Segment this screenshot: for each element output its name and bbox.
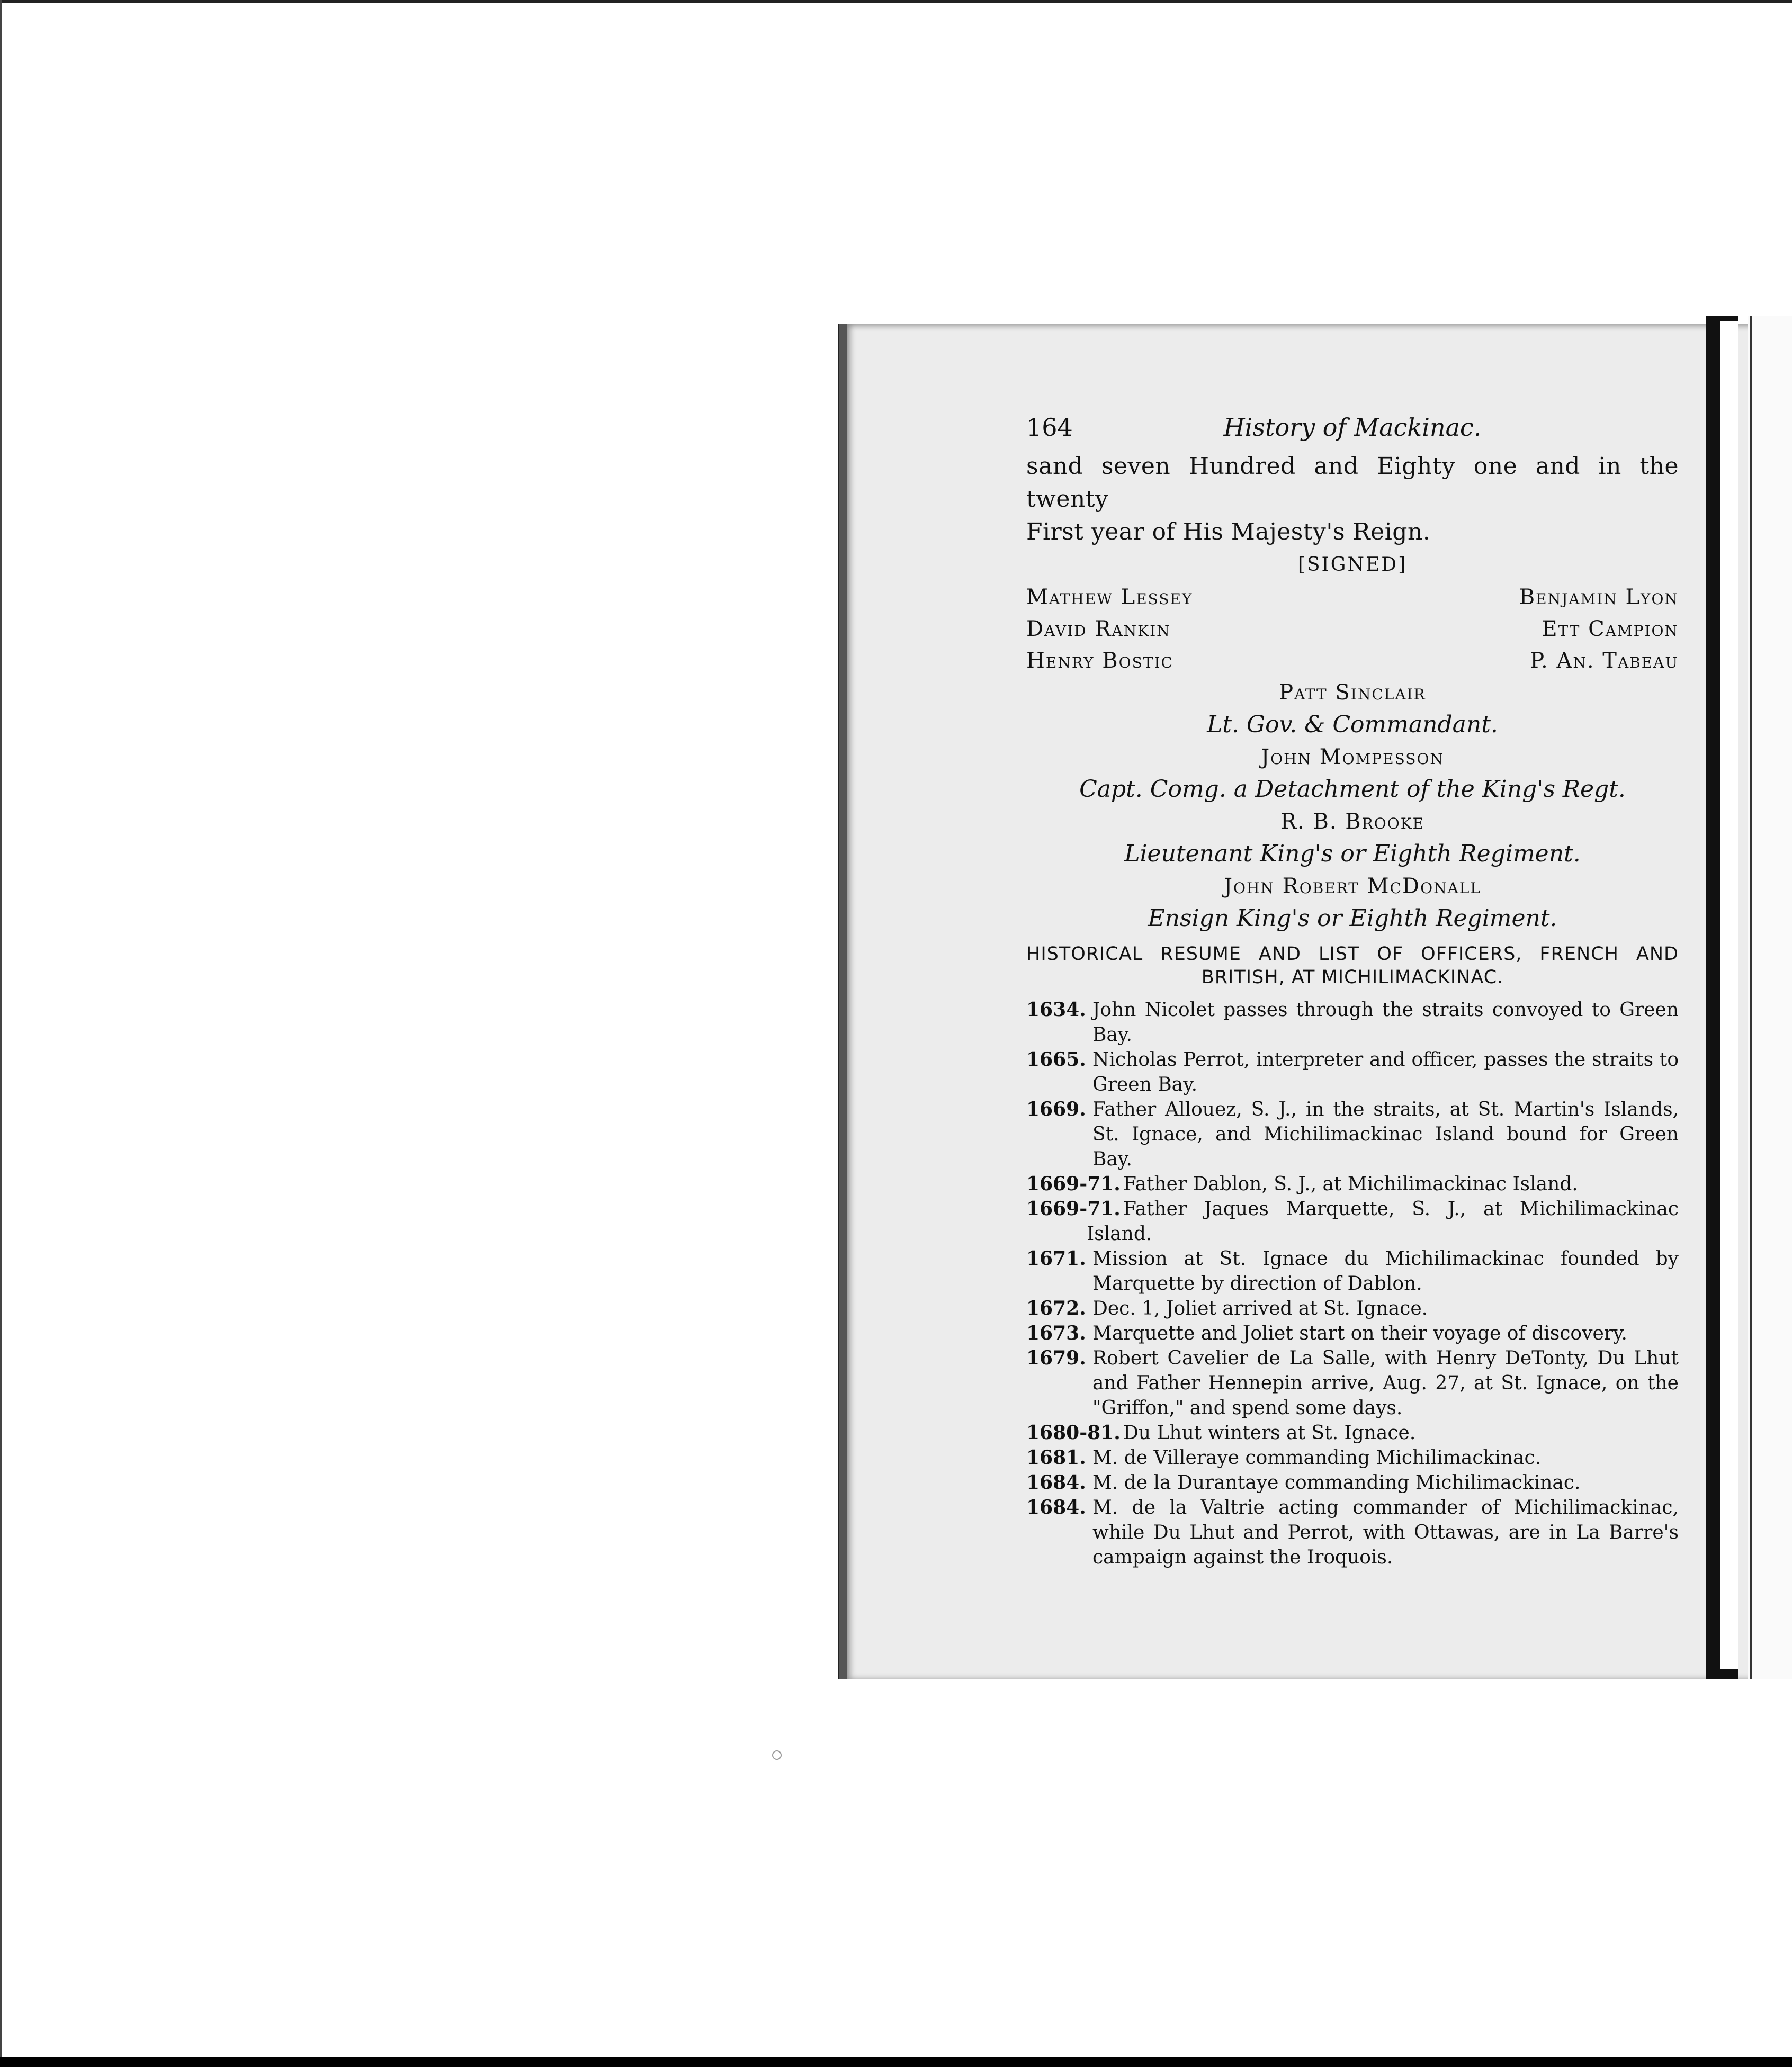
entry-text: Mission at St. Ignace du Michilimackinac founded by Marquette by direction of Dablon. — [1092, 1248, 1679, 1295]
entry-year: 1672. — [1026, 1297, 1086, 1319]
signed-label: [SIGNED] — [1297, 554, 1408, 576]
signatory-right: P. An. Tabeau — [1530, 649, 1679, 673]
list-item — [1026, 1445, 1679, 1470]
facing-page-rule — [1750, 316, 1752, 1679]
body-text-line: First year of His Majesty's Reign. — [1026, 518, 1431, 545]
body-text-line: sand seven Hundred and Eighty one and in the twenty — [1026, 453, 1679, 513]
scan-border-bottom — [0, 2057, 1792, 2067]
entry-year: 1669-71. — [1026, 1173, 1121, 1195]
list-item — [1026, 1296, 1679, 1321]
scan-border-top — [0, 0, 1792, 3]
entry-year: 1673. — [1026, 1322, 1086, 1344]
entry-year: 1684. — [1026, 1471, 1086, 1494]
list-item — [1026, 1246, 1679, 1296]
officer-name: John Mompesson — [1261, 745, 1444, 769]
officer-name: R. B. Brooke — [1280, 810, 1425, 834]
entry-text: M. de la Valtrie acting commander of Michilimackinac, while Du Lhut and Perrot, with Ottawas, are in La Barre's campaign against the Iroquois. — [1092, 1497, 1679, 1568]
entry-text: Marquette and Joliet start on their voyage of discovery. — [1092, 1323, 1627, 1344]
facing-page-edge — [1748, 316, 1792, 1679]
entry-year: 1681. — [1026, 1446, 1086, 1469]
entry-text: Nicholas Perrot, interpreter and officer, passes the straits to Green Bay. — [1092, 1049, 1679, 1095]
officer-title: Ensign King's or Eighth Regiment. — [1148, 905, 1557, 932]
resume-heading-line: HISTORICAL RESUME AND LIST OF OFFICERS, FRENCH AND — [1026, 943, 1679, 965]
entry-text: Father Jaques Marquette, S. J., at Michilimackinac — [1123, 1198, 1679, 1220]
signatory-right: Ett Campion — [1542, 617, 1679, 641]
book-spine-binding — [1706, 316, 1738, 1679]
entry-text: Father Dablon, S. J., at Michilimackinac Island. — [1123, 1173, 1578, 1195]
signatory-row — [1026, 581, 1679, 613]
list-item — [1026, 1346, 1679, 1421]
officer-title: Capt. Comg. a Detachment of the King's Regt. — [1079, 776, 1626, 803]
signatory-list — [1026, 581, 1679, 677]
running-head — [1026, 413, 1679, 450]
running-title: History of Mackinac. — [1223, 413, 1482, 442]
page-number: 164 — [1026, 413, 1073, 442]
officer-name: John Robert McDonall — [1223, 874, 1481, 898]
entry-year: 1669. — [1026, 1098, 1086, 1120]
signatory-left: Henry Bostic — [1026, 649, 1173, 673]
page-content — [1026, 413, 1679, 1570]
resume-heading-line: BRITISH, AT MICHILIMACKINAC. — [1201, 967, 1504, 988]
dust-speck — [772, 1750, 782, 1760]
entry-text: John Nicolet passes through the straits convoyed to Green Bay. — [1092, 999, 1679, 1046]
officer-title: Lt. Gov. & Commandant. — [1207, 711, 1498, 738]
entry-year: 1684. — [1026, 1496, 1086, 1518]
signatory-row — [1026, 613, 1679, 645]
entry-text: Robert Cavelier de La Salle, with Henry DeTonty, Du Lhut and Father Hennepin arrive, Aug. 27, at St. Ignace, on the "Griffon," and spend some days. — [1092, 1347, 1679, 1419]
list-item — [1026, 1495, 1679, 1570]
chronology-list — [1026, 997, 1679, 1570]
list-item — [1026, 1197, 1679, 1246]
entry-year: 1679. — [1026, 1347, 1086, 1369]
scan-border-left — [0, 0, 2, 2067]
entry-year: 1634. — [1026, 999, 1086, 1021]
resume-heading — [1026, 942, 1679, 989]
list-item — [1026, 1097, 1679, 1172]
entry-year: 1669-71. — [1026, 1198, 1121, 1220]
list-item — [1026, 1470, 1679, 1495]
signatory-row — [1026, 645, 1679, 677]
entry-text-continued: Island. — [1087, 1223, 1152, 1245]
entry-text: Father Allouez, S. J., in the straits, at St. Martin's Islands, St. Ignace, and Michilimackinac Island bound for Green Bay. — [1092, 1099, 1679, 1170]
signatory-left: Mathew Lessey — [1026, 585, 1193, 609]
list-item — [1026, 1321, 1679, 1346]
officer-block — [1026, 677, 1679, 935]
entry-year: 1680-81. — [1026, 1422, 1121, 1444]
list-item — [1026, 1047, 1679, 1097]
list-item — [1026, 1421, 1679, 1445]
officer-name: Patt Sinclair — [1279, 680, 1426, 705]
entry-year: 1665. — [1026, 1048, 1086, 1071]
entry-text: Du Lhut winters at St. Ignace. — [1123, 1422, 1416, 1444]
list-item — [1026, 1172, 1679, 1197]
entry-text: M. de la Durantaye commanding Michilimackinac. — [1092, 1472, 1581, 1494]
entry-year: 1671. — [1026, 1247, 1086, 1270]
list-item — [1026, 997, 1679, 1047]
officer-title: Lieutenant King's or Eighth Regiment. — [1124, 840, 1581, 867]
signatory-right: Benjamin Lyon — [1519, 585, 1679, 609]
signatory-left: David Rankin — [1026, 617, 1171, 641]
entry-text: Dec. 1, Joliet arrived at St. Ignace. — [1092, 1298, 1428, 1319]
entry-text: M. de Villeraye commanding Michilimackinac. — [1092, 1447, 1542, 1469]
